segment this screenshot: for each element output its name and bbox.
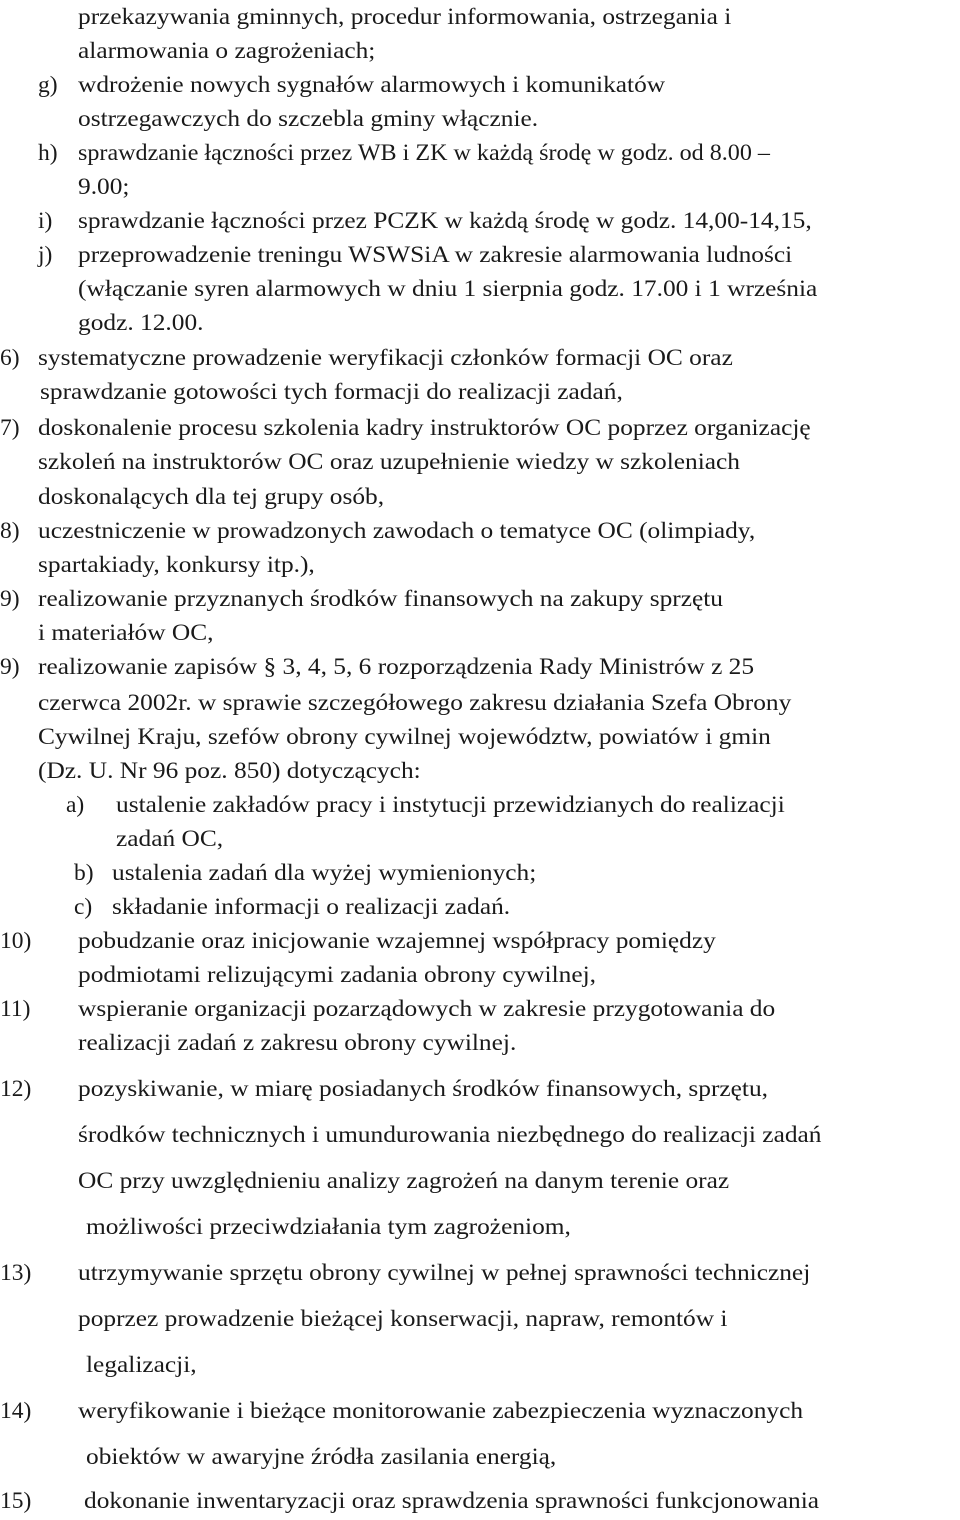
document-line: pobudzanie oraz inicjowanie wzajemnej współpracy pomiędzy: [78, 928, 716, 954]
document-line: legalizacji,: [86, 1352, 197, 1378]
document-line: wspieranie organizacji pozarządowych w zakresie przygotowania do: [78, 996, 776, 1022]
document-line: systematyczne prowadzenie weryfikacji członków formacji OC oraz: [38, 345, 733, 371]
document-line: realizowanie zapisów § 3, 4, 5, 6 rozporządzenia Rady Ministrów z 25: [38, 654, 755, 680]
document-line: utrzymywanie sprzętu obrony cywilnej w pełnej sprawności technicznej: [78, 1260, 811, 1286]
document-line: sprawdzanie gotowości tych formacji do realizacji zadań,: [40, 379, 623, 405]
document-line: czerwca 2002r. w sprawie szczegółowego zakresu działania Szefa Obrony: [38, 690, 792, 716]
document-line: ustalenia zadań dla wyżej wymienionych;: [112, 860, 537, 886]
list-marker: h): [38, 140, 58, 166]
document-line: Cywilnej Kraju, szefów obrony cywilnej województw, powiatów i gmin: [38, 724, 771, 750]
document-line: i materiałów OC,: [38, 620, 214, 646]
document-line: dokonanie inwentaryzacji oraz sprawdzenia sprawności funkcjonowania: [84, 1488, 820, 1514]
list-marker: 15): [0, 1488, 32, 1514]
list-marker: 10): [0, 928, 32, 954]
document-line: przekazywania gminnych, procedur informowania, ostrzegania i: [78, 4, 732, 30]
list-marker: j): [38, 242, 53, 268]
list-marker: 9): [0, 654, 20, 680]
list-marker: 11): [0, 996, 31, 1022]
document-line: spartakiady, konkursy itp.),: [38, 552, 315, 578]
list-marker: 7): [0, 415, 20, 441]
document-line: przeprowadzenie treningu WSWSiA w zakresie alarmowania ludności: [78, 242, 793, 268]
document-line: (włączanie syren alarmowych w dniu 1 sierpnia godz. 17.00 i 1 września: [78, 276, 818, 302]
document-line: szkoleń na instruktorów OC oraz uzupełnienie wiedzy w szkoleniach: [38, 449, 740, 475]
document-line: uczestniczenie w prowadzonych zawodach o tematyce OC (olimpiady,: [38, 518, 756, 544]
document-line: OC przy uwzględnieniu analizy zagrożeń na danym terenie oraz: [78, 1168, 730, 1194]
list-marker: 12): [0, 1076, 32, 1102]
document-line: doskonalenie procesu szkolenia kadry instruktorów OC poprzez organizację: [38, 415, 811, 441]
list-marker: g): [38, 72, 58, 98]
document-line: środków technicznych i umundurowania niezbędnego do realizacji zadań: [78, 1122, 822, 1148]
document-line: alarmowania o zagrożeniach;: [78, 38, 376, 64]
document-line: sprawdzanie łączności przez WB i ZK w każdą środę w godz. od 8.00 –: [78, 140, 770, 166]
list-marker: a): [66, 792, 85, 818]
document-line: realizowanie przyznanych środków finansowych na zakupy sprzętu: [38, 586, 724, 612]
document-line: zadań OC,: [116, 826, 224, 852]
list-marker: i): [38, 208, 53, 234]
document-line: realizacji zadań z zakresu obrony cywilnej.: [78, 1030, 517, 1056]
list-marker: 9): [0, 586, 20, 612]
document-line: sprawdzanie łączności przez PCZK w każdą środę w godz. 14,00-14,15,: [78, 208, 812, 234]
document-line: weryfikowanie i bieżące monitorowanie zabezpieczenia wyznaczonych: [78, 1398, 804, 1424]
document-line: pozyskiwanie, w miarę posiadanych środków finansowych, sprzętu,: [78, 1076, 769, 1102]
document-line: podmiotami relizującymi zadania obrony cywilnej,: [78, 962, 597, 988]
document-line: ustalenie zakładów pracy i instytucji przewidzianych do realizacji: [116, 792, 785, 818]
document-line: (Dz. U. Nr 96 poz. 850) dotyczących:: [38, 758, 421, 784]
document-line: składanie informacji o realizacji zadań.: [112, 894, 511, 920]
list-marker: 14): [0, 1398, 32, 1424]
list-marker: b): [74, 860, 94, 886]
list-marker: c): [74, 894, 93, 920]
list-marker: 13): [0, 1260, 32, 1286]
document-line: doskonalących dla tej grupy osób,: [38, 484, 385, 510]
document-line: 9.00;: [78, 174, 130, 200]
document-line: godz. 12.00.: [78, 310, 204, 336]
document-line: obiektów w awaryjne źródła zasilania energią,: [86, 1444, 557, 1470]
document-line: ostrzegawczych do szczebla gminy włącznie.: [78, 106, 539, 132]
list-marker: 8): [0, 518, 20, 544]
document-line: wdrożenie nowych sygnałów alarmowych i komunikatów: [78, 72, 666, 98]
document-line: możliwości przeciwdziałania tym zagrożeniom,: [86, 1214, 571, 1240]
list-marker: 6): [0, 345, 20, 371]
document-line: poprzez prowadzenie bieżącej konserwacji, napraw, remontów i: [78, 1306, 728, 1332]
